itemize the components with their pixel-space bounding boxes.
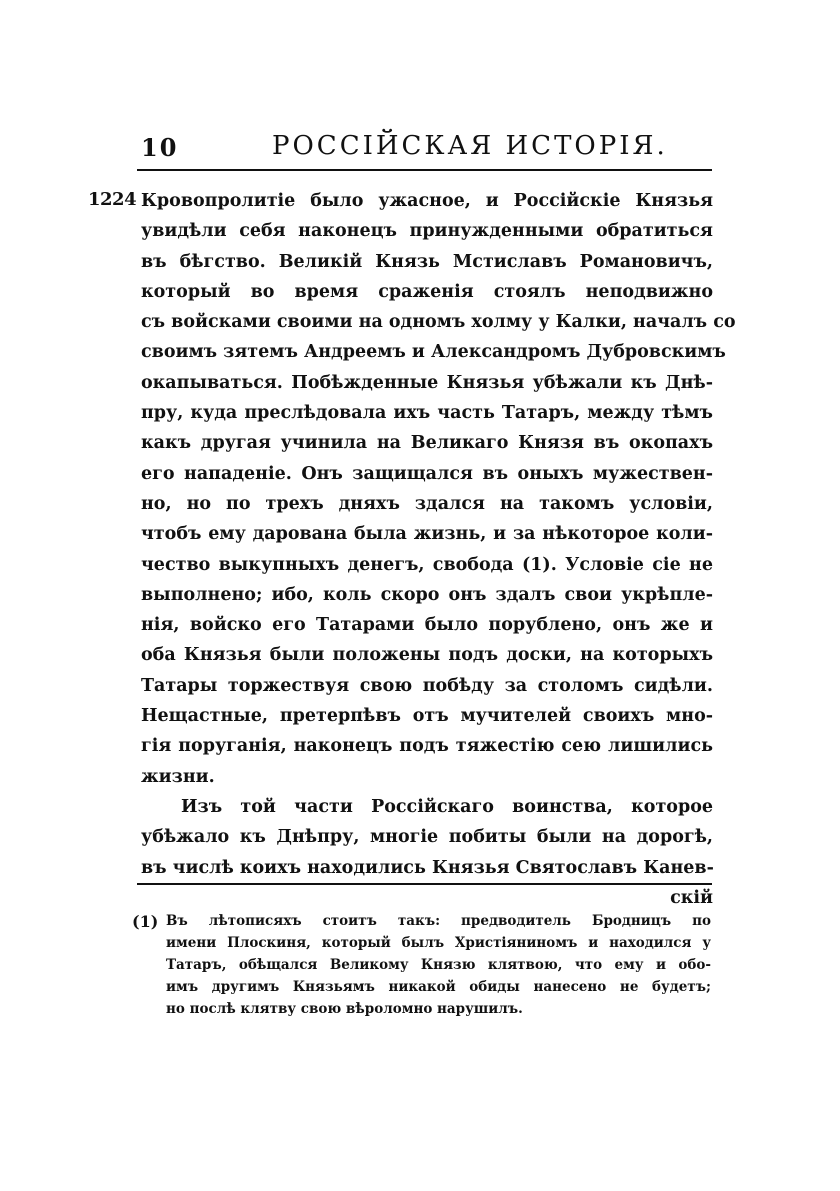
footnote-rule: [137, 883, 712, 885]
body-line: чество выкупныхъ денегъ, свобода (1). Условіе сіе не: [141, 554, 713, 575]
footnote-line: имени Плоскиня, который былъ Христіяниномъ и находился у: [166, 935, 711, 951]
footnote-line: Въ лѣтописяхъ стоитъ такъ: предводитель Бродницъ по: [166, 913, 711, 929]
footnote-line: имъ другимъ Князьямъ никакой обиды нанесено не будетъ;: [166, 979, 711, 995]
body-line: своимъ зятемъ Андреемъ и Александромъ Дубровскимъ: [141, 342, 726, 363]
footnote-line: Татаръ, обѣщался Великому Князю клятвою, что ему и обо-: [166, 957, 711, 973]
body-line: въ числѣ коихъ находились Князья Святославъ Канев-: [141, 857, 714, 878]
margin-year: 1224: [88, 189, 137, 210]
footnote-text: [166, 910, 711, 1020]
footnote-line: но послѣ клятву свою вѣроломно нарушилъ.: [166, 1001, 523, 1017]
running-title: РОССІЙСКАЯ ИСТОРІЯ.: [272, 131, 668, 161]
catchword: скій: [670, 887, 713, 908]
body-line: Кровопролитіе было ужасное, и Россійскіе Князья: [141, 191, 713, 211]
body-line: Изъ той части Россійскаго воинства, которое: [181, 796, 713, 817]
body-line: окапываться. Побѣжденные Князья убѣжали къ Днѣ-: [141, 372, 713, 393]
body-line: пру, куда преслѣдовала ихъ часть Татаръ, между тѣмъ: [141, 403, 713, 424]
header-rule: [137, 169, 712, 171]
body-line: нія, войско его Татарами было порублено, онъ же и: [141, 615, 713, 636]
body-line: какъ другая учинила на Великаго Князя въ окопахъ: [141, 433, 713, 454]
body-line: чтобъ ему дарована была жизнь, и за нѣкоторое коли-: [141, 524, 713, 545]
body-line: оба Князья были положены подъ доски, на которыхъ: [141, 645, 713, 666]
body-line: Татары торжествуя свою побѣду за столомъ сидѣли.: [141, 675, 713, 696]
body-line: его нападеніе. Онъ защищался въ оныхъ мужествен-: [141, 463, 713, 484]
body-line: Нещастные, претерпѣвъ отъ мучителей своихъ мно-: [141, 706, 713, 727]
body-line: который во время сраженія стоялъ неподвижно: [141, 281, 713, 302]
body-line: жизни.: [141, 766, 215, 787]
body-line: но, но по трехъ дняхъ здался на такомъ условіи,: [141, 493, 713, 514]
body-line: въ бѣгство. Великій Князь Мстиславъ Романовичъ,: [141, 251, 713, 272]
body-line: увидѣли себя наконецъ принужденными обратиться: [141, 221, 713, 242]
body-line: выполнено; ибо, коль скоро онъ здалъ свои укрѣпле-: [141, 584, 713, 605]
footnote-marker: (1): [132, 912, 159, 931]
page-number: 10: [141, 133, 179, 162]
body-line: гія поруганія, наконецъ подъ тяжестію сею лишились: [141, 736, 713, 757]
body-line: убѣжало къ Днѣпру, многіе побиты были на дорогѣ,: [141, 827, 713, 848]
main-text: [141, 186, 736, 913]
body-line: съ войсками своими на одномъ холму у Калки, началъ со: [141, 312, 736, 333]
